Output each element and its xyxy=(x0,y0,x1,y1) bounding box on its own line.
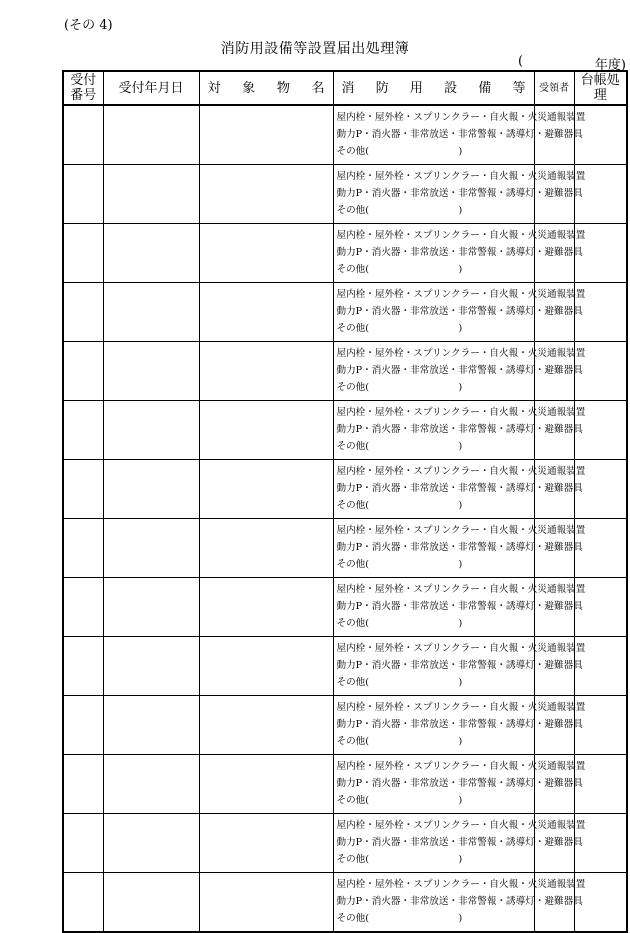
equipment-options-line-2: 動力P・消火器・非常放送・非常警報・誘導灯・避難器具 xyxy=(336,837,583,848)
table-row xyxy=(63,814,627,873)
equipment-other-line xyxy=(337,438,534,455)
header-equipment: 消 防 用 設 備 等 xyxy=(333,71,534,105)
equipment-other-line xyxy=(337,910,534,927)
object-name-cell[interactable] xyxy=(199,873,333,933)
receipt-number-cell[interactable] xyxy=(63,224,103,283)
equipment-other-close-paren: ) xyxy=(458,264,463,275)
equipment-cell[interactable] xyxy=(333,283,586,342)
equipment-options-line-1: 屋内栓・屋外栓・スプリンクラー・自火報・火災通報装置 xyxy=(336,643,586,654)
equipment-options-line-1: 屋内栓・屋外栓・スプリンクラー・自火報・火災通報装置 xyxy=(336,820,586,831)
table-row xyxy=(63,578,627,637)
object-name-cell[interactable] xyxy=(199,519,333,578)
table-row xyxy=(63,342,627,401)
header-ledger-processing: 台帳処理 xyxy=(574,71,627,105)
receipt-date-cell[interactable] xyxy=(103,696,199,755)
receipt-date-cell[interactable] xyxy=(103,873,199,933)
equipment-options-line-1: 屋内栓・屋外栓・スプリンクラー・自火報・火災通報装置 xyxy=(336,289,586,300)
equipment-other-close-paren: ) xyxy=(458,146,463,157)
equipment-options-line-2: 動力P・消火器・非常放送・非常警報・誘導灯・避難器具 xyxy=(336,660,583,671)
equipment-options-line-2: 動力P・消火器・非常放送・非常警報・誘導灯・避難器具 xyxy=(336,778,583,789)
object-name-cell[interactable] xyxy=(199,755,333,814)
receipt-date-cell[interactable] xyxy=(103,105,199,165)
equipment-other-label: その他( xyxy=(336,559,370,570)
header-receiver: 受領者 xyxy=(534,71,574,105)
equipment-other-line xyxy=(337,379,534,396)
page-title: 消防用設備等設置届出処理簿 xyxy=(220,41,410,57)
equipment-options-line-1: 屋内栓・屋外栓・スプリンクラー・自火報・火災通報装置 xyxy=(336,348,586,359)
equipment-other-close-paren: ) xyxy=(458,559,463,570)
register-table xyxy=(62,70,628,933)
equipment-other-line xyxy=(337,261,534,278)
equipment-options-line-1: 屋内栓・屋外栓・スプリンクラー・自火報・火災通報装置 xyxy=(336,879,586,890)
receipt-date-cell[interactable] xyxy=(103,165,199,224)
equipment-other-line xyxy=(337,674,534,691)
page-label: (その 4) xyxy=(64,18,113,33)
equipment-other-label: その他( xyxy=(336,205,370,216)
equipment-other-label: その他( xyxy=(336,913,370,924)
equipment-other-close-paren: ) xyxy=(458,795,463,806)
equipment-other-line xyxy=(337,143,534,160)
equipment-other-line xyxy=(337,556,534,573)
table-row xyxy=(63,755,627,814)
equipment-other-line xyxy=(337,320,534,337)
equipment-other-close-paren: ) xyxy=(458,677,463,688)
equipment-cell[interactable] xyxy=(333,224,586,283)
table-row xyxy=(63,696,627,755)
receipt-date-cell[interactable] xyxy=(103,755,199,814)
receipt-date-cell[interactable] xyxy=(103,814,199,873)
receipt-date-cell[interactable] xyxy=(103,637,199,696)
object-name-cell[interactable] xyxy=(199,696,333,755)
table-row xyxy=(63,224,627,283)
object-name-cell[interactable] xyxy=(199,165,333,224)
table-row xyxy=(63,105,627,165)
table-row xyxy=(63,165,627,224)
equipment-options-line-2: 動力P・消火器・非常放送・非常警報・誘導灯・避難器具 xyxy=(336,306,583,317)
equipment-cell[interactable] xyxy=(333,578,586,637)
receipt-number-cell[interactable] xyxy=(63,637,103,696)
equipment-other-line xyxy=(337,202,534,219)
equipment-options-line-1: 屋内栓・屋外栓・スプリンクラー・自火報・火災通報装置 xyxy=(336,525,586,536)
equipment-cell[interactable] xyxy=(333,873,586,933)
fiscal-year-label: 年度) xyxy=(594,58,626,73)
equipment-other-line xyxy=(337,733,534,750)
receipt-number-cell[interactable] xyxy=(63,873,103,933)
object-name-cell[interactable] xyxy=(199,637,333,696)
equipment-cell[interactable] xyxy=(333,755,586,814)
receipt-number-cell[interactable] xyxy=(63,105,103,165)
receipt-number-cell[interactable] xyxy=(63,755,103,814)
equipment-other-label: その他( xyxy=(336,500,370,511)
receipt-number-cell[interactable] xyxy=(63,165,103,224)
equipment-other-close-paren: ) xyxy=(458,500,463,511)
receipt-date-cell[interactable] xyxy=(103,460,199,519)
object-name-cell[interactable] xyxy=(199,283,333,342)
receipt-number-cell[interactable] xyxy=(63,696,103,755)
equipment-cell[interactable] xyxy=(333,105,586,165)
object-name-cell[interactable] xyxy=(199,814,333,873)
receipt-number-cell[interactable] xyxy=(63,578,103,637)
equipment-options-line-1: 屋内栓・屋外栓・スプリンクラー・自火報・火災通報装置 xyxy=(336,112,586,123)
equipment-options-line-2: 動力P・消火器・非常放送・非常警報・誘導灯・避難器具 xyxy=(336,719,583,730)
table-header-row xyxy=(63,71,627,105)
receipt-date-cell[interactable] xyxy=(103,401,199,460)
equipment-options-line-2: 動力P・消火器・非常放送・非常警報・誘導灯・避難器具 xyxy=(336,896,583,907)
equipment-options-line-1: 屋内栓・屋外栓・スプリンクラー・自火報・火災通報装置 xyxy=(336,584,586,595)
equipment-other-close-paren: ) xyxy=(458,205,463,216)
equipment-options-line-1: 屋内栓・屋外栓・スプリンクラー・自火報・火災通報装置 xyxy=(336,761,586,772)
equipment-options-line-2: 動力P・消火器・非常放送・非常警報・誘導灯・避難器具 xyxy=(336,483,583,494)
receipt-number-cell[interactable] xyxy=(63,460,103,519)
table-row xyxy=(63,519,627,578)
equipment-other-label: その他( xyxy=(336,382,370,393)
equipment-cell[interactable] xyxy=(333,814,586,873)
object-name-cell[interactable] xyxy=(199,224,333,283)
equipment-other-line xyxy=(337,851,534,868)
equipment-other-label: その他( xyxy=(336,677,370,688)
object-name-cell[interactable] xyxy=(199,460,333,519)
equipment-cell[interactable] xyxy=(333,460,586,519)
receipt-number-cell[interactable] xyxy=(63,814,103,873)
equipment-options-line-2: 動力P・消火器・非常放送・非常警報・誘導灯・避難器具 xyxy=(336,365,583,376)
equipment-other-label: その他( xyxy=(336,736,370,747)
equipment-other-close-paren: ) xyxy=(458,618,463,629)
table-row xyxy=(63,873,627,933)
equipment-options-line-1: 屋内栓・屋外栓・スプリンクラー・自火報・火災通報装置 xyxy=(336,171,586,182)
equipment-options-line-2: 動力P・消火器・非常放送・非常警報・誘導灯・避難器具 xyxy=(336,542,583,553)
equipment-options-line-1: 屋内栓・屋外栓・スプリンクラー・自火報・火災通報装置 xyxy=(336,466,586,477)
receipt-date-cell[interactable] xyxy=(103,224,199,283)
receipt-number-cell[interactable] xyxy=(63,283,103,342)
header-receipt-number: 受付番号 xyxy=(63,71,103,105)
receipt-date-cell[interactable] xyxy=(103,578,199,637)
receipt-date-cell[interactable] xyxy=(103,342,199,401)
equipment-options-line-2: 動力P・消火器・非常放送・非常警報・誘導灯・避難器具 xyxy=(336,129,583,140)
equipment-other-close-paren: ) xyxy=(458,854,463,865)
equipment-options-line-2: 動力P・消火器・非常放送・非常警報・誘導灯・避難器具 xyxy=(336,601,583,612)
receipt-date-cell[interactable] xyxy=(103,519,199,578)
equipment-other-label: その他( xyxy=(336,264,370,275)
equipment-cell[interactable] xyxy=(333,696,586,755)
equipment-other-label: その他( xyxy=(336,618,370,629)
table-row xyxy=(63,460,627,519)
equipment-other-close-paren: ) xyxy=(458,382,463,393)
equipment-options-line-1: 屋内栓・屋外栓・スプリンクラー・自火報・火災通報装置 xyxy=(336,702,586,713)
equipment-other-line xyxy=(337,792,534,809)
table-row xyxy=(63,401,627,460)
fiscal-year-open-paren: ( xyxy=(518,54,524,69)
table-row xyxy=(63,283,627,342)
header-receipt-date: 受付年月日 xyxy=(103,71,199,105)
object-name-cell[interactable] xyxy=(199,401,333,460)
receipt-date-cell[interactable] xyxy=(103,283,199,342)
equipment-other-close-paren: ) xyxy=(458,736,463,747)
equipment-other-label: その他( xyxy=(336,854,370,865)
equipment-options-line-2: 動力P・消火器・非常放送・非常警報・誘導灯・避難器具 xyxy=(336,424,583,435)
header-object-name: 対 象 物 名 xyxy=(199,71,333,105)
equipment-other-close-paren: ) xyxy=(458,913,463,924)
table-row xyxy=(63,637,627,696)
equipment-cell[interactable] xyxy=(333,342,586,401)
equipment-cell[interactable] xyxy=(333,401,586,460)
object-name-cell[interactable] xyxy=(199,578,333,637)
equipment-other-label: その他( xyxy=(336,795,370,806)
receipt-number-cell[interactable] xyxy=(63,401,103,460)
equipment-cell[interactable] xyxy=(333,637,586,696)
equipment-options-line-1: 屋内栓・屋外栓・スプリンクラー・自火報・火災通報装置 xyxy=(336,230,586,241)
equipment-other-line xyxy=(337,497,534,514)
equipment-other-label: その他( xyxy=(336,441,370,452)
object-name-cell[interactable] xyxy=(199,342,333,401)
equipment-options-line-2: 動力P・消火器・非常放送・非常警報・誘導灯・避難器具 xyxy=(336,188,583,199)
object-name-cell[interactable] xyxy=(199,105,333,165)
equipment-options-line-1: 屋内栓・屋外栓・スプリンクラー・自火報・火災通報装置 xyxy=(336,407,586,418)
receipt-number-cell[interactable] xyxy=(63,519,103,578)
receipt-number-cell[interactable] xyxy=(63,342,103,401)
equipment-cell[interactable] xyxy=(333,519,586,578)
equipment-other-close-paren: ) xyxy=(458,323,463,334)
equipment-other-label: その他( xyxy=(336,146,370,157)
equipment-options-line-2: 動力P・消火器・非常放送・非常警報・誘導灯・避難器具 xyxy=(336,247,583,258)
equipment-other-close-paren: ) xyxy=(458,441,463,452)
equipment-other-line xyxy=(337,615,534,632)
equipment-cell[interactable] xyxy=(333,165,586,224)
equipment-other-label: その他( xyxy=(336,323,370,334)
